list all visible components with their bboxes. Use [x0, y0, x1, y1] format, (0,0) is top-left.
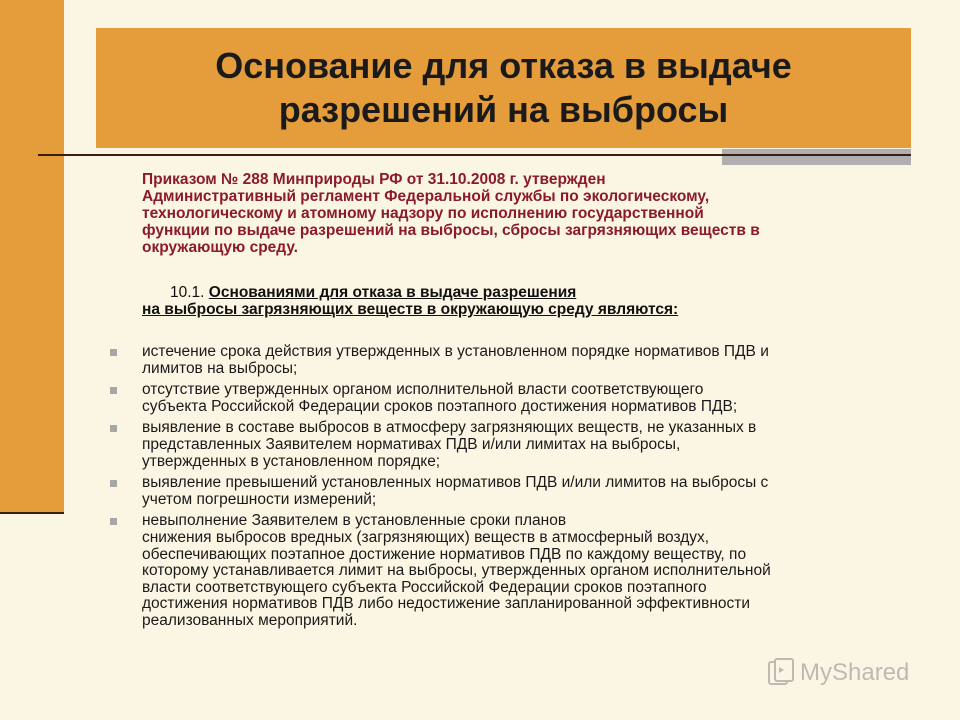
list-item [0, 513, 771, 629]
list-item-line: выявление в составе выбросов в атмосферу загрязняющих веществ, не указанных в [142, 419, 757, 437]
intro-line: Приказом № 288 Минприроды РФ от 31.10.2008 г. утвержден [142, 171, 606, 188]
list-item-line: невыполнение Заявителем в установленные сроки планов [142, 512, 567, 530]
section-heading [142, 284, 902, 318]
list-item-line: истечение срока действия утвержденных в установленном порядке нормативов ПДВ и [142, 343, 769, 360]
list-item [0, 420, 771, 470]
square-bullet-icon [110, 349, 117, 356]
reasons-list [0, 344, 771, 635]
section-number: 10.1. [170, 284, 209, 301]
section-heading-line-1 [142, 284, 902, 301]
list-item-line: достижения нормативов ПДВ либо недостижение запланированной эффективности [142, 595, 751, 613]
list-item-line: обеспечивающих поэтапное достижение нормативов ПДВ по каждому веществу, по [142, 545, 747, 563]
list-item [0, 344, 771, 377]
section-heading-line-2 [142, 301, 902, 318]
list-item-line: выявление превышений установленных нормативов ПДВ и/или лимитов на выбросы с [142, 474, 769, 492]
list-item-line: снижения выбросов вредных (загрязняющих) веществ в атмосферный воздух, [142, 528, 710, 546]
list-item-line: которому устанавливается лимит на выбросы, утвержденных органом исполнительной [142, 562, 771, 580]
intro-line: технологическому и атомному надзору по исполнению государственной [142, 205, 704, 222]
section-heading-text-2: на выбросы загрязняющих веществ в окружающую среду являются: [142, 301, 679, 318]
list-item [0, 382, 771, 415]
title-banner [96, 28, 911, 148]
slide-title-line-1: Основание для отказа в выдаче [215, 45, 792, 86]
list-item-line: отсутствие утвержденных органом исполнительной власти соответствующего [142, 381, 704, 399]
title-underline-dark [38, 154, 911, 156]
intro-line: окружающую среду. [142, 239, 298, 256]
slide-title-line-2: разрешений на выбросы [278, 89, 729, 130]
watermark [768, 658, 909, 688]
list-item-line: реализованных мероприятий. [142, 611, 358, 629]
section-heading-text-1: Основаниями для отказа в выдаче разрешения [208, 284, 577, 301]
myshared-logo-icon [768, 658, 794, 688]
list-item-line: утвержденных в установленном порядке; [142, 452, 441, 470]
title-underline-gray [722, 149, 911, 165]
intro-line: Административный регламент Федеральной службы по экологическому, [142, 188, 710, 205]
square-bullet-icon [110, 387, 117, 394]
list-item-line: лимитов на выбросы; [142, 359, 298, 377]
list-item-line: власти соответствующего субъекта Российской Федерации сроков поэтапного [142, 578, 707, 596]
intro-paragraph [142, 171, 902, 256]
square-bullet-icon [110, 518, 117, 525]
square-bullet-icon [110, 480, 117, 487]
watermark-text: MyShared [800, 659, 910, 686]
list-item [0, 475, 771, 508]
list-item-line: субъекта Российской Федерации сроков поэтапного достижения нормативов ПДВ; [142, 397, 738, 415]
intro-line: функции по выдаче разрешений на выбросы, сбросы загрязняющих веществ в [142, 222, 760, 239]
list-item-line: представленных Заявителем нормативах ПДВ и/или лимитах на выбросы, [142, 435, 681, 453]
square-bullet-icon [110, 425, 117, 432]
list-item-line: учетом погрешности измерений; [142, 490, 377, 508]
